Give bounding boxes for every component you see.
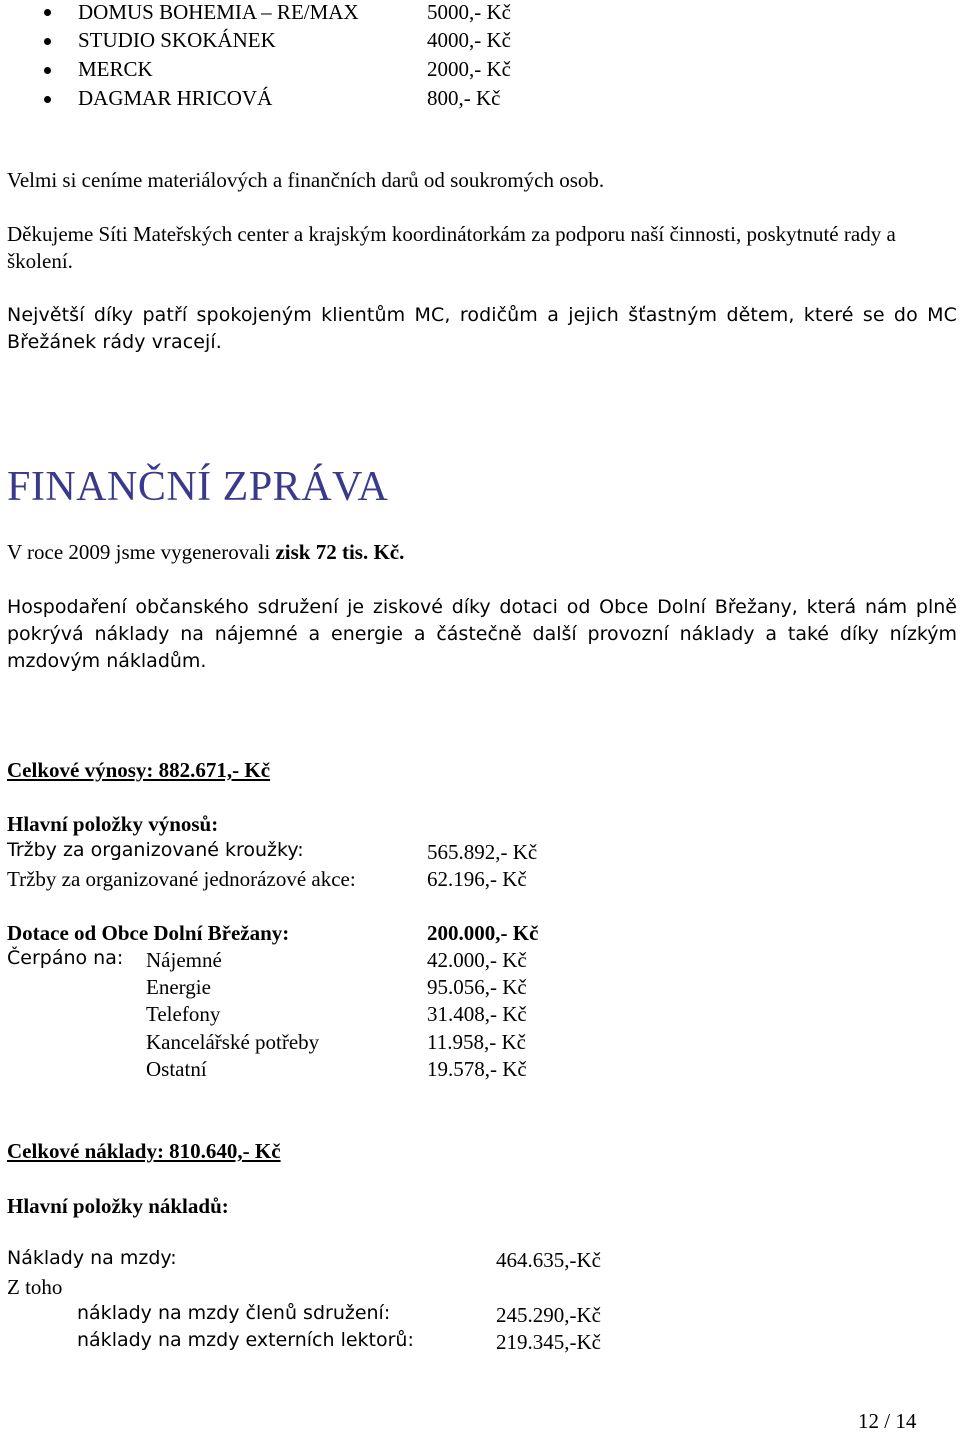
sponsor-amount: 2000,- Kč [427,57,511,81]
paragraph-material-gifts: Velmi si ceníme materiálových a finančních darů od soukromých osob. [7,168,605,192]
income-heading: Hlavní položky výnosů: [7,812,219,836]
costs-total: Celkové náklady: 810.640,- Kč [7,1139,281,1163]
sponsor-amount: 4000,- Kč [427,28,511,52]
bullet-icon [44,38,51,45]
spent-item-amount: 31.408,- Kč [427,1002,527,1026]
income-item-label: Tržby za organizované jednorázové akce: [7,867,356,891]
bullet-icon [44,96,51,103]
spent-item-amount: 19.578,- Kč [427,1057,527,1081]
income-item-label: Tržby za organizované kroužky: [7,839,304,861]
wage-sub-amount: 245.290,-Kč [496,1303,601,1327]
income-total: Celkové výnosy: 882.671,- Kč [7,758,271,782]
spent-item-label: Kancelářské potřeby [146,1030,320,1054]
spent-item-label: Nájemné [146,948,222,972]
income-item-amount: 565.892,- Kč [427,840,538,864]
profit-line [7,539,957,566]
income-item-amount: 62.196,- Kč [427,867,527,891]
sponsor-name: STUDIO SKOKÁNEK [78,28,276,52]
profit-prefix: V roce 2009 jsme vygenerovali [7,540,276,564]
spent-label: Čerpáno na: [7,947,124,969]
wage-sub-label: náklady na mzdy členů sdružení: [77,1302,391,1324]
report-description: Hospodaření občanského sdružení je ziskové díky dotaci od Obce Dolní Břežany, která nám plně pokrývá náklady na nájemné a energie a částečně další provozní náklady a také díky nízkým mzdovým nákladům. [7,596,957,672]
wage-sub-label: náklady na mzdy externích lektorů: [77,1329,414,1351]
bullet-icon [44,9,51,16]
paragraph-thanks-clients: Největší díky patří spokojeným klientům MC, rodičům a jejich šťastným dětem, které se do MC Břežánek rády vracejí. [7,304,957,353]
subsidy-label: Dotace od Obce Dolní Břežany: [7,921,290,945]
of-which-label: Z toho [7,1275,63,1299]
spent-item-amount: 42.000,- Kč [427,948,527,972]
sponsor-name: MERCK [78,57,153,81]
sponsor-amount: 5000,- Kč [427,0,511,24]
spent-item-label: Energie [146,975,211,999]
paragraph-thanks-network: Děkujeme Síti Mateřských center a krajským koordinátorkám za podporu naší činnosti, poskytnuté rady a školení. [7,222,896,273]
page-number: 12 / 14 [858,1409,917,1433]
sponsor-amount: 800,- Kč [427,86,501,110]
bullet-icon [44,67,51,74]
wages-amount: 464.635,-Kč [496,1248,601,1272]
spent-item-label: Telefony [146,1002,221,1026]
spent-item-label: Ostatní [146,1057,207,1081]
wages-label: Náklady na mzdy: [7,1247,177,1269]
spent-item-amount: 95.056,- Kč [427,975,527,999]
wage-sub-amount: 219.345,-Kč [496,1330,601,1354]
section-title: FINANČNÍ ZPRÁVA [7,464,389,510]
profit-amount: zisk 72 tis. Kč. [275,540,405,564]
subsidy-amount: 200.000,- Kč [427,921,539,945]
sponsor-name: DOMUS BOHEMIA – RE/MAX [78,0,359,24]
costs-heading: Hlavní položky nákladů: [7,1194,229,1218]
spent-item-amount: 11.958,- Kč [427,1030,526,1054]
sponsor-name: DAGMAR HRICOVÁ [78,86,273,110]
